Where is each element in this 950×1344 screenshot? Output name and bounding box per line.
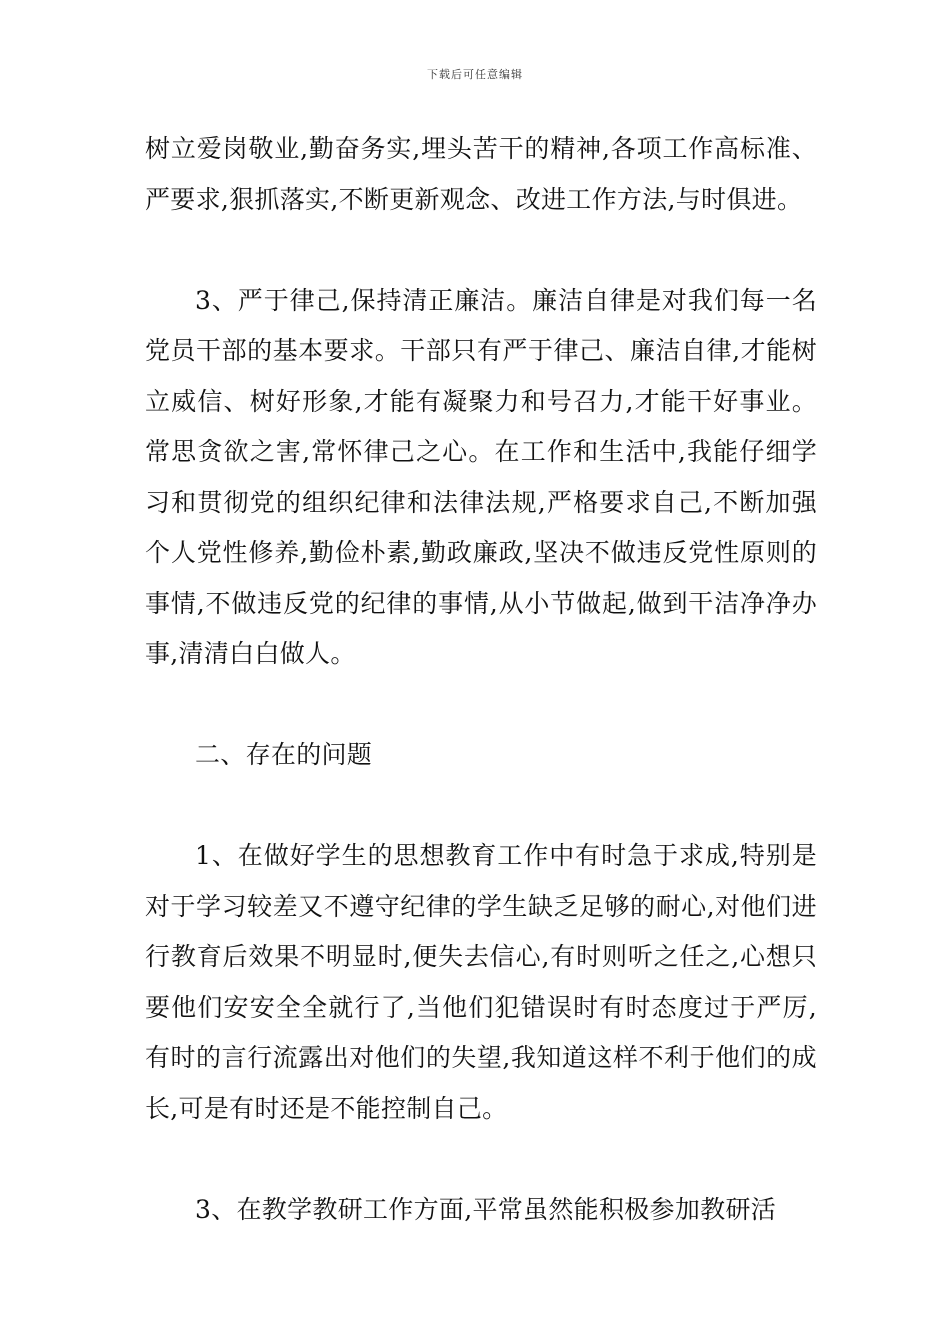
paragraph-problem-1: 1、在做好学生的思想教育工作中有时急于求成,特别是对于学习较差又不遵守纪律的学生缺乏足够的耐心,对他们进行教育后效果不明显时,便失去信心,有时则听之任之,心想只要他们安安全全就行了,当他们犯错误时有时态度过于严厉,有时的言行流露出对他们的失望,我知道这样不利于他们的成长,可是有时还是不能控制自己。 (145, 841, 817, 1123)
section-heading-problems: 二、存在的问题 (195, 740, 373, 769)
paragraph-gap (145, 680, 817, 731)
paragraph-gap (145, 1134, 817, 1185)
paragraph-continuation: 树立爱岗敬业,勤奋务实,埋头苦干的精神,各项工作高标准、严要求,狠抓落实,不断更新观念、改进工作方法,与时俱进。 (145, 134, 817, 214)
paragraph-gap (145, 781, 817, 832)
paragraph-gap (145, 225, 817, 276)
page-header: 下载后可任意编辑 (427, 68, 523, 81)
paragraph-self-discipline: 3、严于律己,保持清正廉洁。廉洁自律是对我们每一名党员干部的基本要求。干部只有严于律己、廉洁自律,才能树立威信、树好形象,才能有凝聚力和号召力,才能干好事业。常思贪欲之害,常怀律己之心。在工作和生活中,我能仔细学习和贯彻党的组织纪律和法律法规,严格要求自己,不断加强个人党性修养,勤俭朴素,勤政廉政,坚决不做违反党性原则的事情,不做违反党的纪律的事情,从小节做起,做到干洁净净办事,清清白白做人。 (145, 285, 817, 668)
paragraph-problem-3: 3、在教学教研工作方面,平常虽然能积极参加教研活 (195, 1194, 777, 1224)
document-body (145, 124, 817, 1235)
